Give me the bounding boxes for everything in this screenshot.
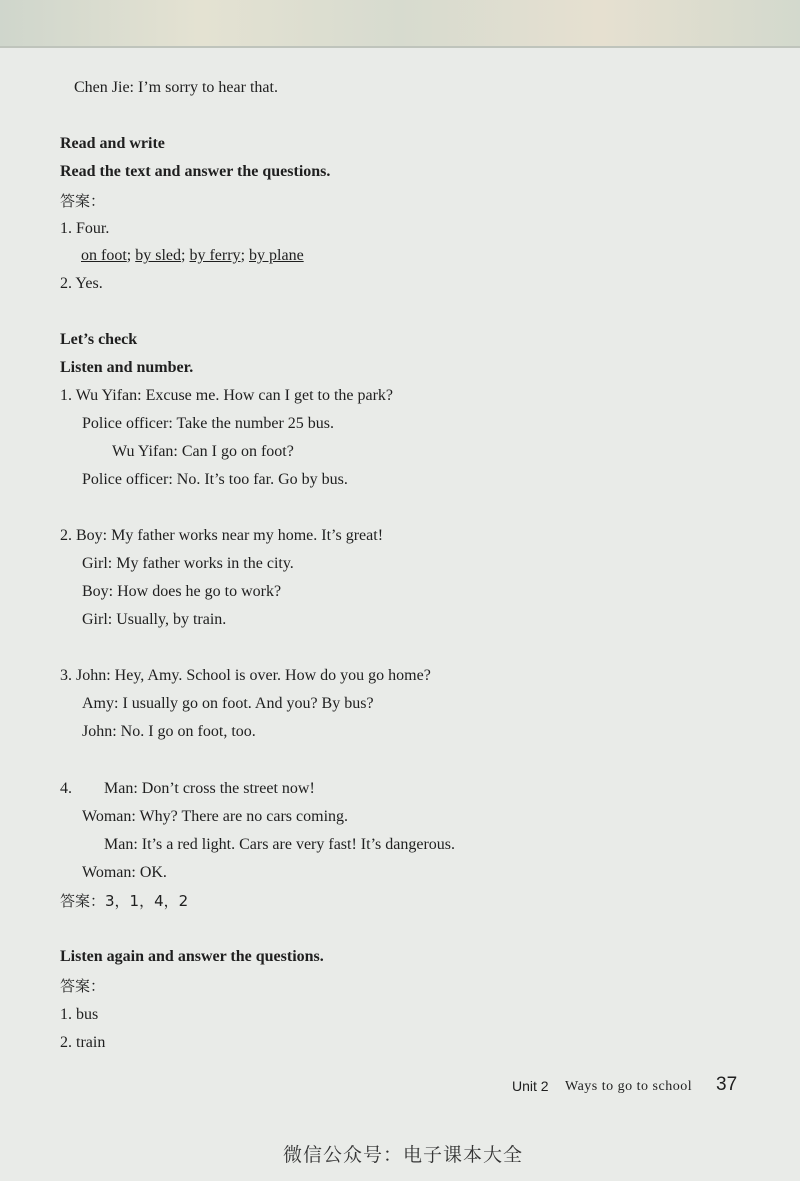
dialogue-line: Amy: I usually go on foot. And you? By bus?: [82, 695, 374, 712]
dialogue-line: 2. Boy: My father works near my home. It’s great!: [60, 527, 384, 544]
lets-check-heading: Let’s check: [60, 331, 138, 348]
answer-2: 2. Yes.: [60, 275, 103, 292]
footer-unit: Unit 2: [512, 1078, 549, 1094]
answer-1: 1. bus: [60, 1006, 99, 1023]
order-answer: 答案：3，1，4，2: [60, 892, 189, 910]
way-item: on foot: [81, 247, 127, 264]
lets-check-instruction: Listen and number.: [60, 359, 194, 376]
answer-label: 答案：: [60, 977, 106, 995]
dialogue-line: Man: Don’t cross the street now!: [104, 780, 315, 797]
dialogue-line: Woman: OK.: [82, 864, 167, 881]
page-top-band: [0, 0, 800, 48]
dialogue-line: Girl: My father works in the city.: [82, 555, 294, 572]
listen-again-heading: Listen again and answer the questions.: [60, 948, 324, 965]
intro-line: Chen Jie: I’m sorry to hear that.: [74, 79, 278, 96]
answer-1: 1. Four.: [60, 220, 110, 237]
dialogue-line: Girl: Usually, by train.: [82, 611, 227, 628]
dialogue-line: Police officer: Take the number 25 bus.: [82, 415, 334, 432]
way-item: by plane: [249, 247, 304, 264]
read-write-instruction: Read the text and answer the questions.: [60, 163, 331, 180]
answer-2: 2. train: [60, 1034, 106, 1051]
dialogue-line: 1. Wu Yifan: Excuse me. How can I get to the park?: [60, 387, 394, 404]
dialogue-line: Boy: How does he go to work?: [82, 583, 282, 600]
read-write-heading: Read and write: [60, 135, 165, 152]
dialogue-line: 3. John: Hey, Amy. School is over. How do you go home?: [60, 667, 431, 684]
page-number: 37: [716, 1074, 738, 1095]
ways-list: on foot; by sled; by ferry; by plane: [81, 247, 304, 264]
dialogue-line: Woman: Why? There are no cars coming.: [82, 808, 349, 825]
way-item: by ferry: [189, 247, 241, 264]
dialogue-line: Police officer: No. It’s too far. Go by bus.: [82, 471, 348, 488]
way-item: by sled: [135, 247, 182, 264]
footer-title: Ways to go to school: [565, 1079, 693, 1094]
dialogue-number: 4.: [60, 780, 72, 797]
dialogue-line: John: No. I go on foot, too.: [82, 723, 256, 740]
dialogue-line: Wu Yifan: Can I go on foot?: [112, 443, 294, 460]
dialogue-line: Man: It’s a red light. Cars are very fast! It’s dangerous.: [104, 836, 456, 853]
watermark: 微信公众号：电子课本大全: [283, 1144, 524, 1166]
answer-label: 答案：: [60, 192, 106, 210]
